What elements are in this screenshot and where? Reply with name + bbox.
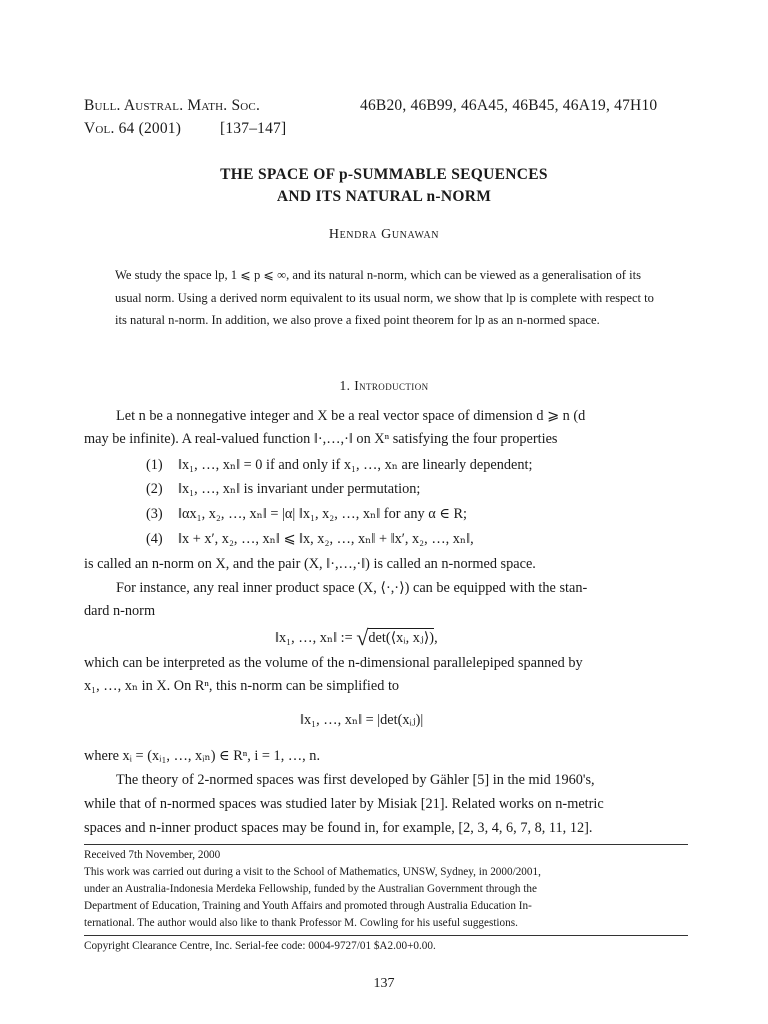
footnote-rule [84,844,688,845]
property-text: ‖x₁, …, xₙ‖ = 0 if and only if x₁, …, xₙ are linearly dependent; [178,457,533,473]
property-number: (4) [146,531,163,547]
instance-line-2: dard n-norm [84,603,156,619]
radical-sign: √ [356,625,369,650]
page-number: 137 [373,976,395,991]
equation-standard-n-norm [275,625,438,651]
copyright-line: Copyright Clearance Centre, Inc. Serial-fee code: 0004-9727/01 $A2.00+0.00. [84,940,436,952]
footnote-line-1: This work was carried out during a visit to the School of Mathematics, UNSW, Sydney, in 2000/2001, [84,866,541,878]
intro-line-2: may be infinite). A real-valued function ‖·,…,·‖ on Xⁿ satisfying the four properties [84,431,558,447]
footnote-line-3: Department of Education, Training and Youth Affairs and promoted through Australia Education In- [84,900,532,912]
property-text: ‖x + x′, x₂, …, xₙ‖ ⩽ ‖x, x₂, …, xₙ‖ + ‖x′, x₂, …, xₙ‖, [178,531,474,547]
where-line: where xᵢ = (xᵢ₁, …, xᵢₙ) ∈ Rⁿ, i = 1, …, n. [84,748,321,764]
equation-lhs: ‖x₁, …, xₙ‖ := [275,630,357,646]
author-name: Hendra Gunawan [328,227,440,242]
instance-line-1: For instance, any real inner product space (X, ⟨·,·⟩) can be equipped with the stan- [116,580,588,596]
property-number: (2) [146,481,163,497]
theory-line-3: spaces and n-inner product spaces may be found in, for example, [2, 3, 4, 6, 7, 8, 11, 12]. [84,820,593,836]
property-number: (1) [146,457,163,473]
definition-line: is called an n-norm on X, and the pair (X, ‖·,…,·‖) is called an n-normed space. [84,556,536,572]
equation-radicand: det(⟨xᵢ, xⱼ⟩) [368,630,435,646]
equation-rn-norm: ‖x₁, …, xₙ‖ = |det(xᵢⱼ)| [300,712,424,728]
intro-line-1: Let n be a nonnegative integer and X be a real vector space of dimension d ⩾ n (d [116,408,586,424]
journal-name: Bull. Austral. Math. Soc. [84,97,261,114]
interpretation-line-2: x₁, …, xₙ in X. On Rⁿ, this n-norm can be simplified to [84,678,400,694]
received-date: Received 7th November, 2000 [84,849,221,861]
footnote-line-2: under an Australia-Indonesia Merdeka Fellowship, funded by the Australian Government through the [84,883,537,895]
paper-title-line-1: THE SPACE OF p-SUMMABLE SEQUENCES [220,166,548,183]
copyright-rule [84,935,688,936]
section-heading [0,378,768,394]
abstract: We study the space lp, 1 ⩽ p ⩽ ∞, and its natural n-norm, which can be viewed as a generalisation of its usual norm. Using a derived norm equivalent to its usual norm, we show that lp is complete with respect to its natural n-norm. In addition, we also prove a fixed point theorem for lp as an n-normed space. [115,268,654,327]
equation-comma: , [434,630,438,646]
volume-info: Vol. 64 (2001) [84,120,182,137]
interpretation-line-1: which can be interpreted as the volume of the n-dimensional parallelepiped spanned by [84,655,583,671]
theory-line-1: The theory of 2-normed spaces was first developed by Gähler [5] in the mid 1960's, [116,772,595,788]
subject-codes: 46B20, 46B99, 46A45, 46B45, 46A19, 47H10 [360,97,658,114]
section-name: Introduction [354,378,429,393]
property-number: (3) [146,506,163,522]
page-range: [137–147] [220,120,287,137]
section-number: 1. [339,378,351,393]
property-text: ‖αx₁, x₂, …, xₙ‖ = |α| ‖x₁, x₂, …, xₙ‖ for any α ∈ R; [178,506,467,522]
footnote-line-4: ternational. The author would also like to thank Professor M. Cowling for his useful suggestions. [84,917,518,929]
theory-line-2: while that of n-normed spaces was studied later by Misiak [21]. Related works on n-metric [84,796,604,812]
property-text: ‖x₁, …, xₙ‖ is invariant under permutation; [178,481,421,497]
paper-title-line-2: AND ITS NATURAL n-NORM [276,188,492,205]
